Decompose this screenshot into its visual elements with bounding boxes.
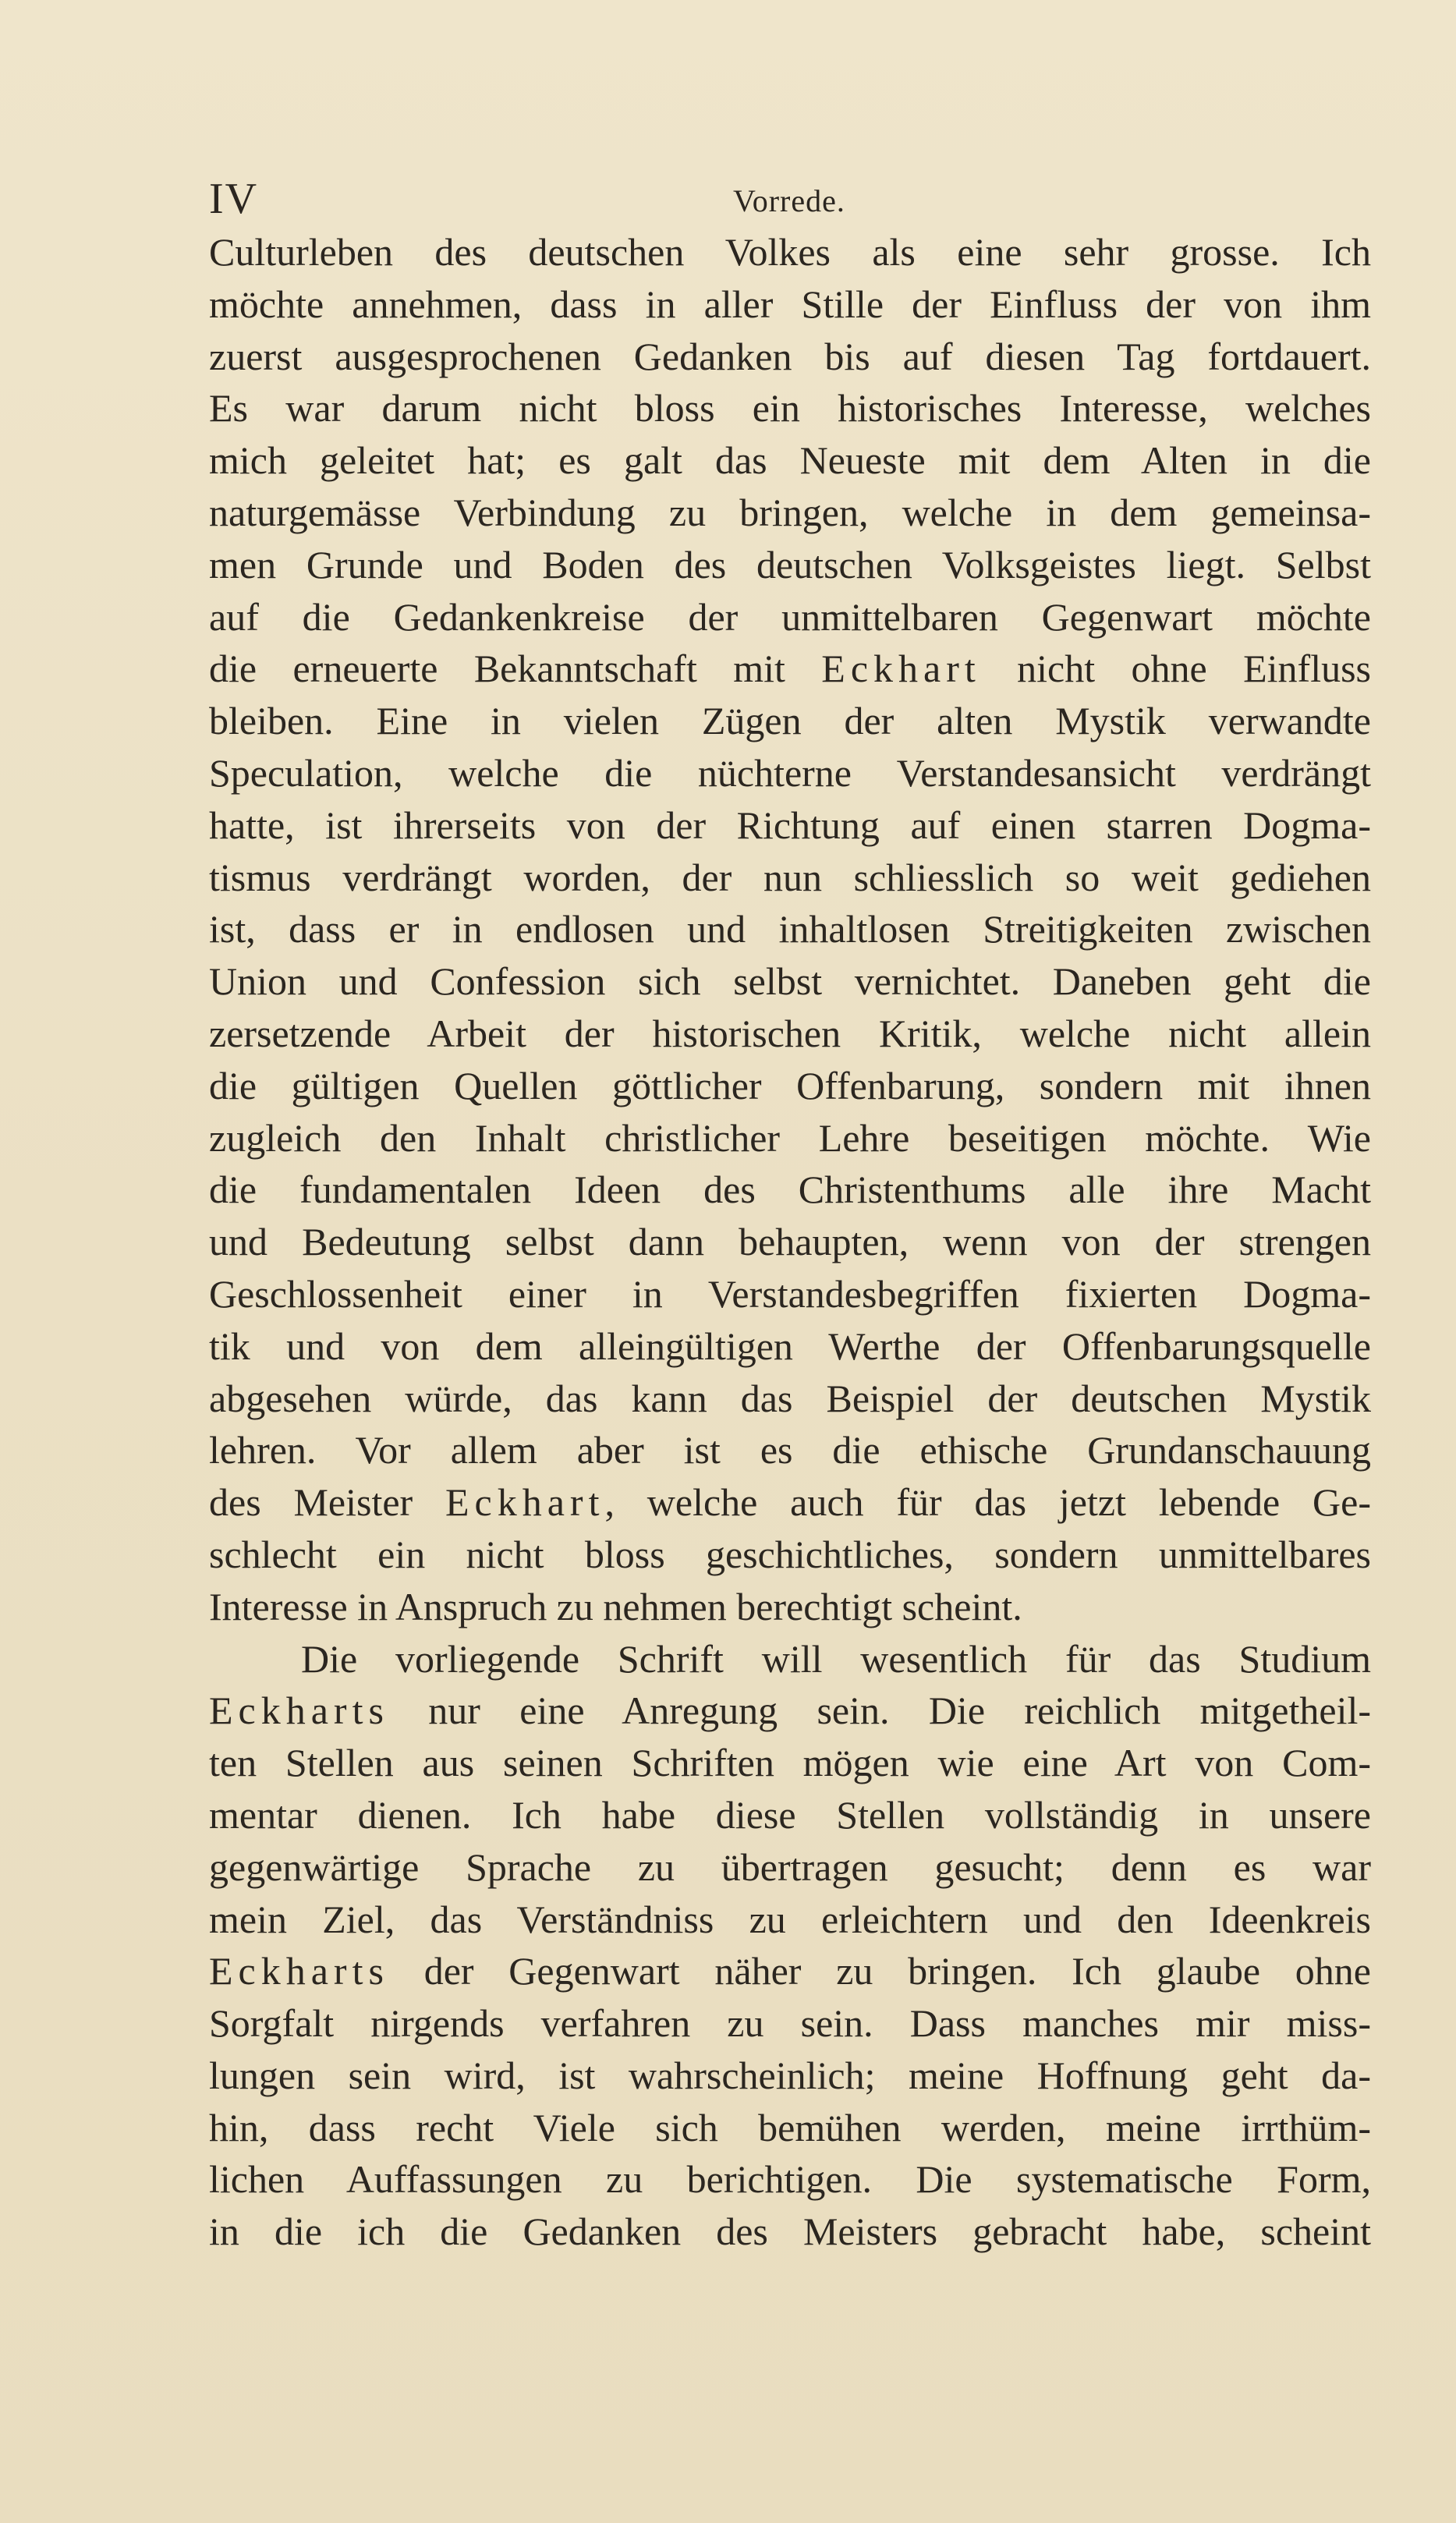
text-line: Es war darum nicht bloss ein historisches Interesse, welches [209, 386, 1371, 431]
text-line: gegenwärtige Sprache zu übertragen gesucht; denn es war [209, 1844, 1371, 1889]
text-line: zersetzende Arbeit der historischen Kritik, welche nicht allein [209, 1011, 1371, 1055]
text-line: hatte, ist ihrerseits von der Richtung auf einen starren Dogma- [209, 803, 1371, 847]
spaced-name: Eckharts [209, 1949, 389, 1993]
running-title: Vorrede. [733, 183, 845, 218]
text-line: tik und von dem alleingültigen Werthe der Offenbarungsquelle [209, 1324, 1371, 1368]
text-segment: die erneuerte Bekanntschaft mit [209, 647, 822, 691]
text-line [209, 1685, 1371, 1737]
text-line: die fundamentalen Ideen des Christenthums alle ihre Macht [209, 1168, 1371, 1212]
text-line: Culturleben des deutschen Volkes als eine sehr grosse. Ich [209, 230, 1371, 274]
spaced-name: Eckharts [209, 1688, 389, 1733]
text-line: lichen Auffassungen zu berichtigen. Die systematische Form, [209, 2157, 1371, 2202]
text-line: hin, dass recht Viele sich bemühen werden, meine irrthüm- [209, 2105, 1371, 2149]
page-header [209, 172, 1379, 226]
text-segment: des Meister [209, 1480, 445, 1525]
text-line: Speculation, welche die nüchterne Verstandesansicht verdrängt [209, 750, 1371, 795]
text-line: abgesehen würde, das kann das Beispiel der deutschen Mystik [209, 1376, 1371, 1420]
paragraph-end-line: Interesse in Anspruch zu nehmen berechtigt scheint. [209, 1584, 1022, 1628]
text-line: in die ich die Gedanken des Meisters gebracht habe, scheint [209, 2209, 1371, 2254]
text-line: auf die Gedankenkreise der unmittelbaren Gegenwart möchte [209, 594, 1371, 639]
page-number: IV [209, 175, 259, 223]
text-line: ist, dass er in endlosen und inhaltlosen Streitigkeiten zwischen [209, 907, 1371, 951]
spaced-name: Eckhart [821, 647, 981, 691]
text-line: ten Stellen aus seinen Schriften mögen wie eine Art von Com- [209, 1741, 1371, 1785]
text-line: men Grunde und Boden des deutschen Volksgeistes liegt. Selbst [209, 542, 1371, 586]
text-line: naturgemässe Verbindung zu bringen, welche in dem gemeinsa- [209, 490, 1371, 534]
body-text [209, 226, 1371, 2258]
text-line: zugleich den Inhalt christlicher Lehre beseitigen möchte. Wie [209, 1115, 1371, 1160]
text-segment: nur eine Anregung sein. Die reichlich mitgetheil- [388, 1688, 1371, 1733]
text-line: mein Ziel, das Verständniss zu erleichtern und den Ideenkreis [209, 1897, 1371, 1941]
text-line: Sorgfalt nirgends verfahren zu sein. Dass manches mir miss- [209, 2001, 1371, 2046]
text-line [209, 643, 1371, 695]
text-segment: , welche auch für das jetzt lebende Ge- [604, 1480, 1371, 1525]
text-line: möchte annehmen, dass in aller Stille der Einfluss der von ihm [209, 282, 1371, 326]
text-line: bleiben. Eine in vielen Zügen der alten Mystik verwandte [209, 699, 1371, 743]
spaced-name: Eckhart [445, 1480, 605, 1525]
text-line: schlecht ein nicht bloss geschichtliches, sondern unmittelbares [209, 1532, 1371, 1576]
text-line: zuerst ausgesprochenen Gedanken bis auf diesen Tag fortdauert. [209, 334, 1371, 378]
text-line: lungen sein wird, ist wahrscheinlich; meine Hoffnung geht da- [209, 2053, 1371, 2097]
text-line [209, 1945, 1371, 1997]
text-line: die gültigen Quellen göttlicher Offenbarung, sondern mit ihnen [209, 1063, 1371, 1107]
text-line: und Bedeutung selbst dann behaupten, wenn von der strengen [209, 1220, 1371, 1264]
text-segment: nicht ohne Einfluss [980, 647, 1371, 691]
text-line: mich geleitet hat; es galt das Neueste mit dem Alten in die [209, 438, 1371, 483]
text-line: Union und Confession sich selbst vernichtet. Daneben geht die [209, 959, 1371, 1004]
text-line: lehren. Vor allem aber ist es die ethische Grundanschauung [209, 1428, 1371, 1472]
paragraph-start-line: Die vorliegende Schrift will wesentlich für das Studium [301, 1636, 1371, 1681]
text-segment: der Gegenwart näher zu bringen. Ich glaube ohne [388, 1949, 1371, 1993]
text-line: tismus verdrängt worden, der nun schliesslich so weit gediehen [209, 855, 1371, 899]
text-line: mentar dienen. Ich habe diese Stellen vollständig in unsere [209, 1792, 1371, 1837]
text-line: Geschlossenheit einer in Verstandesbegriffen fixierten Dogma- [209, 1271, 1371, 1316]
text-line [209, 1476, 1371, 1529]
